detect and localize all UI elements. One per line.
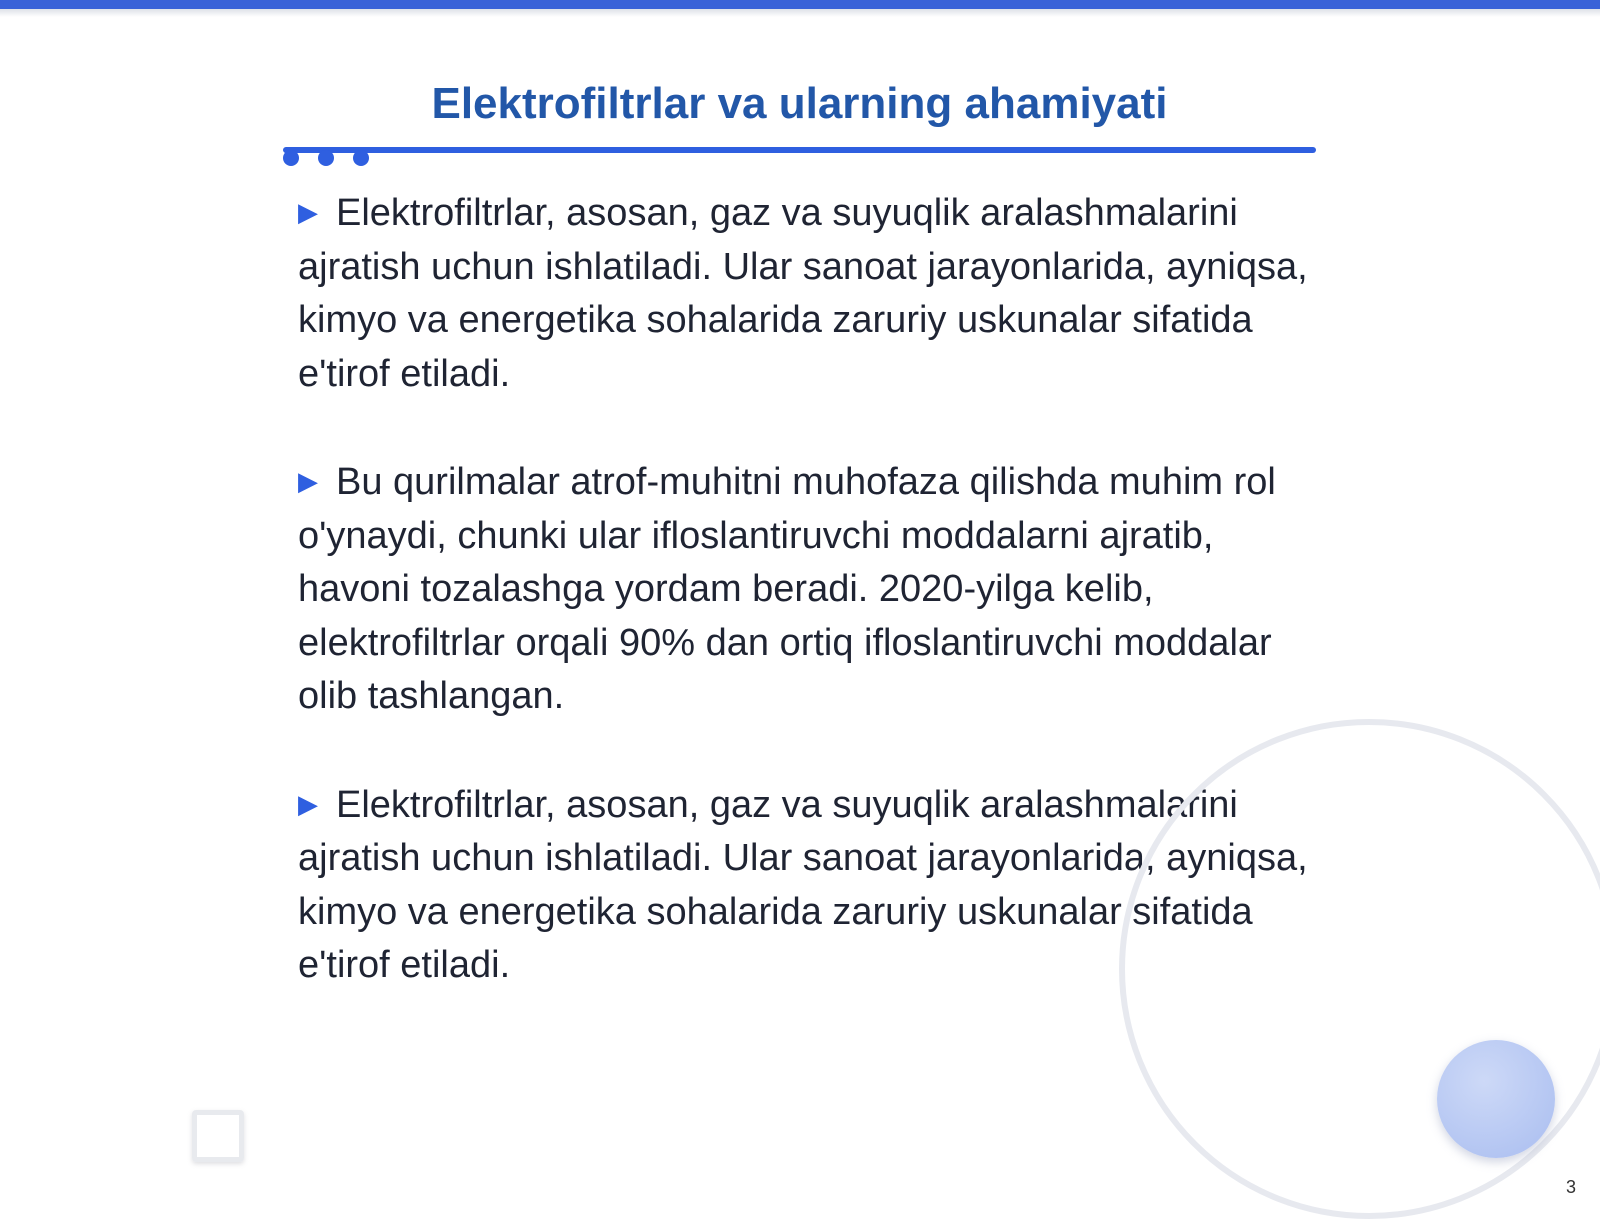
underline-dot-3 [353, 150, 369, 166]
bullet-item-2 [298, 455, 1318, 724]
top-accent-bar [0, 0, 1600, 9]
triangle-bullet-icon: ▶ [298, 788, 318, 819]
bullet-item-1 [298, 186, 1318, 401]
decorative-square [192, 1110, 244, 1162]
title-underline [283, 147, 1316, 153]
bullet-text: Elektrofiltrlar, asosan, gaz va suyuqlik aralashmalarini ajratish uchun ishlatiladi. Ular sanoat jarayonlarida, ayniqsa, kimyo va energetika sohalarida zaruriy uskunalar sifatida e'tirof etiladi. [298, 783, 1308, 986]
bullet-text: Elektrofiltrlar, asosan, gaz va suyuqlik aralashmalarini ajratish uchun ishlatiladi. Ular sanoat jarayonlarida, ayniqsa, kimyo va energetika sohalarida zaruriy uskunalar sifatida e'tirof etiladi. [298, 192, 1308, 395]
decorative-disc [1437, 1040, 1555, 1158]
triangle-bullet-icon: ▶ [298, 466, 318, 496]
underline-dot-2 [318, 150, 334, 166]
triangle-bullet-icon: ▶ [298, 197, 318, 227]
slide-title: Elektrofiltrlar va ularning ahamiyati [431, 79, 1168, 128]
bullet-text: Bu qurilmalar atrof-muhitni muhofaza qilishda muhim rol o'ynaydi, chunki ular ifloslantiruvchi moddalarni ajratib, havoni tozalashga yordam beradi. 2020-yilga kelib, elektrofiltrlar orqali 90% dan ortiq ifloslantiruvchi moddalar olib tashlangan. [298, 461, 1276, 717]
top-bar-shadow [0, 9, 1600, 17]
page-number: 3 [1565, 1177, 1576, 1197]
underline-dot-1 [283, 150, 299, 166]
